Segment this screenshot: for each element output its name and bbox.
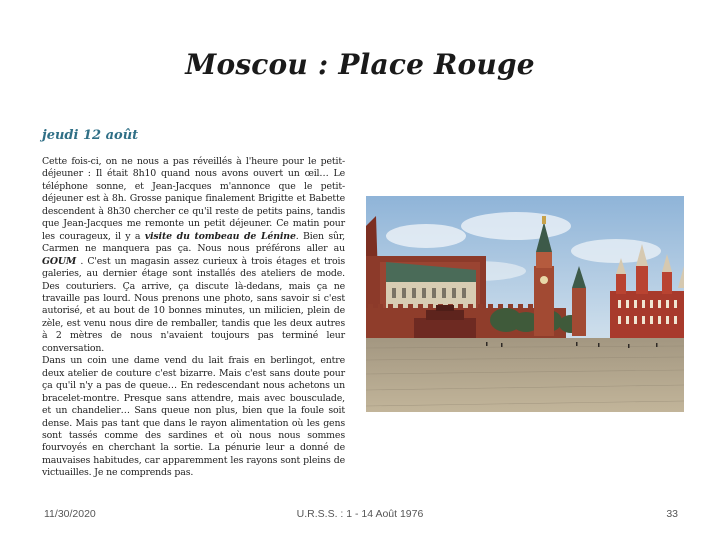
footer-caption: U.R.S.S. : 1 - 14 Août 1976 (296, 508, 424, 520)
paragraph-1-middle: . Bien sûr, Carmen ne manquera pas ça. Nous nous préférons aller au (42, 230, 346, 255)
slide-title: Moscou : Place Rouge (185, 48, 535, 81)
paragraph-1-start: Cette fois-ci, on ne nous a pas réveillés à l'heure pour le petit-déjeuner : Il était 8h10 quand nous avons ouvert un œil… Le téléphone sonne, et Jean-Jacques m'annonce que le petit-déjeuner est à 8h. Grosse panique finalement Brigitte et Babette descendent à 8h30 chercher ce qu'il reste de petits pains, tandis que Jean-Jacques me remonte un petit déjeuner. Ce matin pour les courageux, il y a (42, 156, 345, 242)
emphasis-lenin-tomb: visite du tombeau de Lénine (144, 230, 296, 242)
paragraph-1-end: . C'est un magasin assez curieux à trois étages et trois galeries, au dernier étage sont installés des ateliers de mode. Des couturiers. Ça arrive, ça discute là-dedans, mais ça ne travaille pas lourd. Nous prenons une photo, sans savoir si c'est autorisé, et au bout de 10 bonnes minutes, un milicien, plein de zèle, est venu nous dire de remballer, tandis que les deux autres à 2 mètres de nous n'avaient toujours pas terminé leur conversation. (42, 255, 345, 354)
date-heading: jeudi 12 août (42, 128, 139, 143)
paragraph-1 (42, 156, 345, 355)
footer-date: 11/30/2020 (44, 508, 96, 520)
red-square-photo (366, 196, 684, 412)
title-rule (142, 86, 578, 87)
body-text (42, 156, 345, 480)
paragraph-2: Dans un coin une dame vend du lait frais en berlingot, entre deux atelier de couture c'est bizarre. Mais c'est sans doute pour ça qu'il n'y a pas de queue… En redescendant nous achetons un bracelet-montre. Presque sans attendre, mais avec bousculade, et un chandelier… Sans queue non plus, bien que la foule soit dense. Mais pas tant que dans le rayon alimentation où les gens sont tassés comme des sardines et où nous nous sommes fourvoyés en cherchant la sortie. La pénurie leur a donné de mauvaises habitudes, car apparemment les rayons sont pleins de victuailles. Je ne comprends pas. (42, 355, 345, 479)
page-number: 33 (666, 508, 678, 520)
emphasis-goum: GOUM (42, 255, 77, 267)
